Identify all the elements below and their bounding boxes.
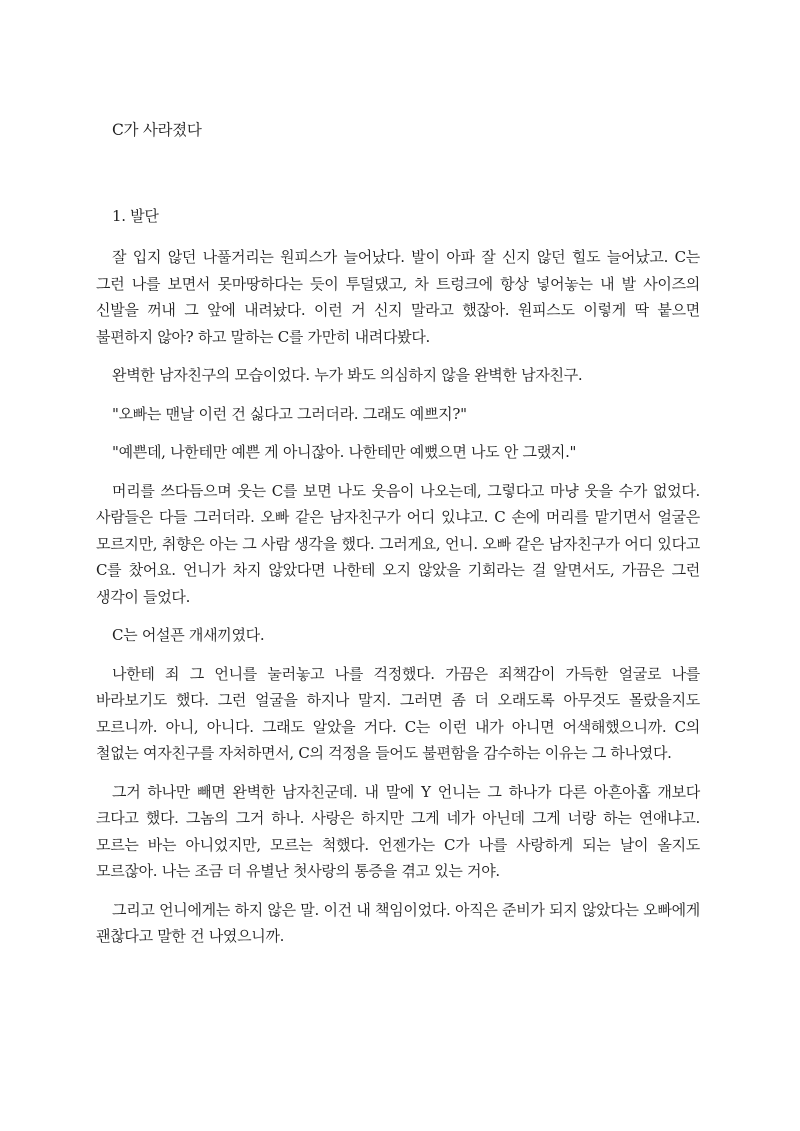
document-title: C가 사라졌다 <box>112 121 202 139</box>
paragraph: 잘 입지 않던 나풀거리는 원피스가 늘어났다. 발이 아파 잘 신지 않던 힐도 늘어났고. C는 그런 나를 보면서 못마땅하다는 듯이 투덜댔고, 차 트렁크에 항상 넣어놓는 내 발 사이즈의 신발을 꺼내 그 앞에 내려놨다. 이런 거 신지 말라고 했잖아. 원피스도 이렇게 딱 붙으면 불편하지 않아? 하고 말하는 C를 가만히 내려다봤다. <box>96 248 700 346</box>
section-heading: 1. 발단 <box>112 207 159 225</box>
paragraph: 나한테 죄 그 언니를 눌러놓고 나를 걱정했다. 가끔은 죄책감이 가득한 얼굴로 나를 바라보기도 했다. 그런 얼굴을 하지나 말지. 그러면 좀 더 오래도록 아무것도 몰랐을지도 모르니까. 아니, 아니다. 그래도 알았을 거다. C는 이런 내가 아니면 어색해했으니까. C의 철없는 여자친구를 자처하면서, C의 걱정을 들어도 불편함을 감수하는 이유는 그 하나였다. <box>96 664 700 762</box>
paragraph: 그거 하나만 빼면 완벽한 남자친군데. 내 말에 Y 언니는 그 하나가 다른 아흔아홉 개보다 크다고 했다. 그놈의 그거 하나. 사랑은 하지만 그게 네가 아닌데 그게 너랑 하는 연애냐고. 모르는 바는 아니었지만, 모르는 척했다. 언젠가는 C가 나를 사랑하게 되는 날이 올지도 모르잖아. 나는 조금 더 유별난 첫사랑의 통증을 겪고 있는 거야. <box>96 782 700 880</box>
document-body <box>96 244 700 962</box>
paragraph: 완벽한 남자친구의 모습이었다. 누가 봐도 의심하지 않을 완벽한 남자친구. <box>112 366 583 384</box>
paragraph: 그리고 언니에게는 하지 않은 말. 이건 내 책임이었다. 아직은 준비가 되지 않았다는 오빠에게 괜찮다고 말한 건 나였으니까. <box>96 900 700 945</box>
paragraph: "예쁜데, 나한테만 예쁜 게 아니잖아. 나한테만 예뻤으면 나도 안 그랬지." <box>112 443 577 461</box>
paragraph: C는 어설픈 개새끼였다. <box>112 626 265 644</box>
paragraph: "오빠는 맨날 이런 건 싫다고 그러더라. 그래도 예쁘지?" <box>112 404 467 423</box>
paragraph: 머리를 쓰다듬으며 웃는 C를 보면 나도 웃음이 나오는데, 그렇다고 마냥 웃을 수가 없었다. 사람들은 다들 그러더라. 오빠 같은 남자친구가 어디 있냐고. C 손에 머리를 맡기면서 얼굴은 모르지만, 취향은 아는 그 사람 생각을 했다. 그러게요, 언니. 오빠 같은 남자친구가 어디 있다고 C를 찼어요. 언니가 차지 않았다면 나한테 오지 않았을 기회라는 걸 알면서도, 가끔은 그런 생각이 들었다. <box>96 481 700 606</box>
